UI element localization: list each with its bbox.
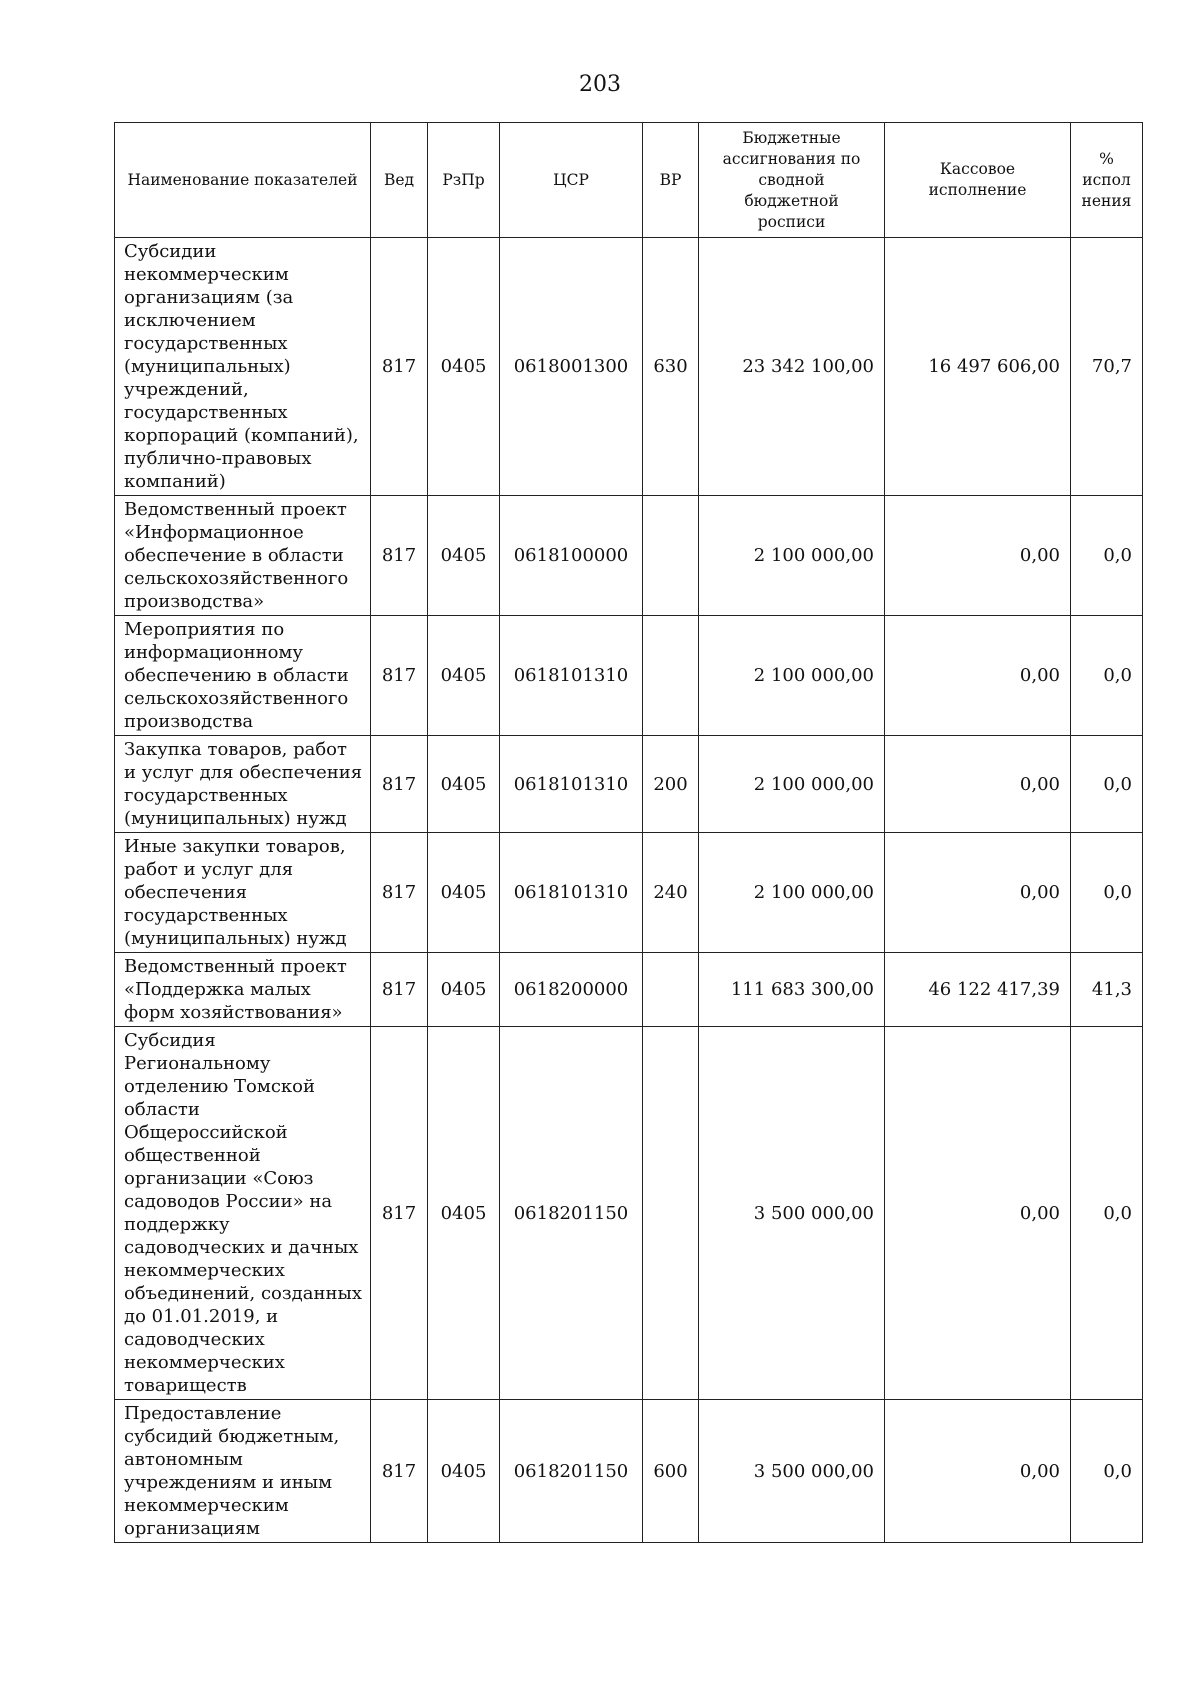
- row-percent: 70,7: [1071, 238, 1143, 496]
- row-rzpr: 0405: [428, 833, 500, 953]
- table-row: [115, 736, 1143, 833]
- header-cash: Кассовое исполнение: [885, 123, 1071, 238]
- row-name: Закупка товаров, работ и услуг для обеспечения государственных (муниципальных) нужд: [115, 736, 371, 833]
- row-budget: 3 500 000,00: [699, 1400, 885, 1543]
- header-csr: ЦСР: [500, 123, 643, 238]
- row-vr: [643, 1027, 699, 1400]
- row-percent: 0,0: [1071, 1400, 1143, 1543]
- header-percent: % испол нения: [1071, 123, 1143, 238]
- row-csr: 0618101310: [500, 833, 643, 953]
- row-vr: 600: [643, 1400, 699, 1543]
- table-row: [115, 496, 1143, 616]
- row-percent: 0,0: [1071, 736, 1143, 833]
- row-name: Ведомственный проект «Поддержка малых форм хозяйствования»: [115, 953, 371, 1027]
- row-ved: 817: [371, 953, 428, 1027]
- row-name: Субсидия Региональному отделению Томской области Общероссийской общественной организации «Союз садоводов России» на поддержку садоводческих и дачных некоммерческих объединений, созданных до 01.01.2019, и садоводческих некоммерческих товариществ: [115, 1027, 371, 1400]
- row-cash: 0,00: [885, 1027, 1071, 1400]
- row-vr: [643, 953, 699, 1027]
- row-budget: 23 342 100,00: [699, 238, 885, 496]
- row-budget: 111 683 300,00: [699, 953, 885, 1027]
- row-budget: 3 500 000,00: [699, 1027, 885, 1400]
- row-name: Мероприятия по информационному обеспечению в области сельскохозяйственного производства: [115, 616, 371, 736]
- table-row: [115, 616, 1143, 736]
- row-vr: [643, 616, 699, 736]
- row-percent: 0,0: [1071, 496, 1143, 616]
- row-csr: 0618200000: [500, 953, 643, 1027]
- row-name: Субсидии некоммерческим организациям (за исключением государственных (муниципальных) учреждений, государственных корпораций (компаний), публично-правовых компаний): [115, 238, 371, 496]
- row-cash: 0,00: [885, 833, 1071, 953]
- header-ved: Вед: [371, 123, 428, 238]
- page-number: 203: [579, 72, 621, 97]
- header-vr: ВР: [643, 123, 699, 238]
- row-ved: 817: [371, 833, 428, 953]
- row-percent: 0,0: [1071, 616, 1143, 736]
- table-row: [115, 953, 1143, 1027]
- row-name: Ведомственный проект «Информационное обеспечение в области сельскохозяйственного производства»: [115, 496, 371, 616]
- row-rzpr: 0405: [428, 1400, 500, 1543]
- row-vr: [643, 496, 699, 616]
- row-rzpr: 0405: [428, 238, 500, 496]
- header-rzpr: РзПр: [428, 123, 500, 238]
- table-row: [115, 833, 1143, 953]
- row-rzpr: 0405: [428, 616, 500, 736]
- row-csr: 0618201150: [500, 1400, 643, 1543]
- row-budget: 2 100 000,00: [699, 496, 885, 616]
- row-csr: 0618100000: [500, 496, 643, 616]
- row-cash: 0,00: [885, 1400, 1071, 1543]
- row-csr: 0618101310: [500, 616, 643, 736]
- row-ved: 817: [371, 736, 428, 833]
- row-csr: 0618201150: [500, 1027, 643, 1400]
- table-row: [115, 1027, 1143, 1400]
- row-csr: 0618101310: [500, 736, 643, 833]
- row-rzpr: 0405: [428, 736, 500, 833]
- budget-execution-table: [114, 122, 1143, 1543]
- row-cash: 0,00: [885, 736, 1071, 833]
- row-ved: 817: [371, 1027, 428, 1400]
- row-cash: 46 122 417,39: [885, 953, 1071, 1027]
- row-ved: 817: [371, 1400, 428, 1543]
- header-budget: Бюджетные ассигнования по сводной бюджетной росписи: [699, 123, 885, 238]
- row-rzpr: 0405: [428, 953, 500, 1027]
- row-cash: 0,00: [885, 616, 1071, 736]
- row-name: Предоставление субсидий бюджетным, автономным учреждениям и иным некоммерческим организациям: [115, 1400, 371, 1543]
- row-percent: 41,3: [1071, 953, 1143, 1027]
- row-rzpr: 0405: [428, 496, 500, 616]
- row-csr: 0618001300: [500, 238, 643, 496]
- table-row: [115, 238, 1143, 496]
- row-rzpr: 0405: [428, 1027, 500, 1400]
- header-name: Наименование показателей: [115, 123, 371, 238]
- row-vr: 200: [643, 736, 699, 833]
- table-header-row: [115, 123, 1143, 238]
- row-cash: 16 497 606,00: [885, 238, 1071, 496]
- table-row: [115, 1400, 1143, 1543]
- row-ved: 817: [371, 238, 428, 496]
- row-name: Иные закупки товаров, работ и услуг для обеспечения государственных (муниципальных) нужд: [115, 833, 371, 953]
- row-budget: 2 100 000,00: [699, 736, 885, 833]
- row-budget: 2 100 000,00: [699, 616, 885, 736]
- row-ved: 817: [371, 616, 428, 736]
- row-vr: 240: [643, 833, 699, 953]
- row-vr: 630: [643, 238, 699, 496]
- row-budget: 2 100 000,00: [699, 833, 885, 953]
- row-ved: 817: [371, 496, 428, 616]
- row-cash: 0,00: [885, 496, 1071, 616]
- row-percent: 0,0: [1071, 1027, 1143, 1400]
- row-percent: 0,0: [1071, 833, 1143, 953]
